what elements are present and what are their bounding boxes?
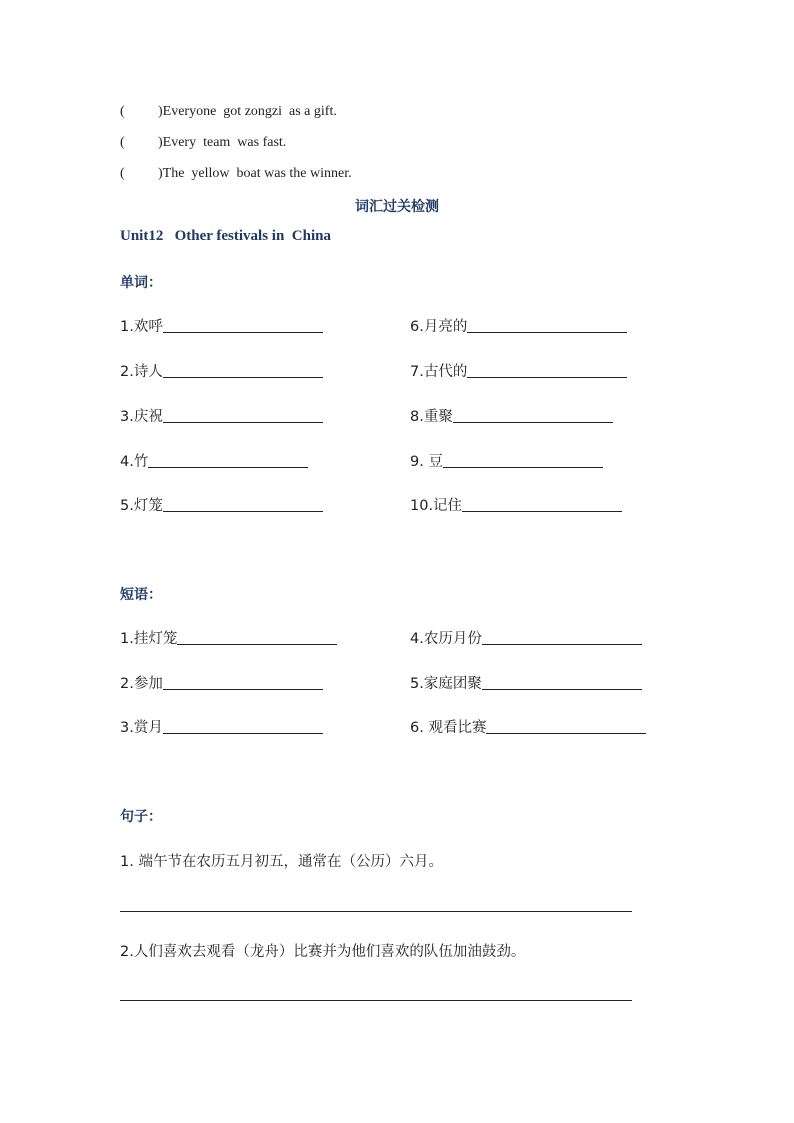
phrase-label: 1.挂灯笼 <box>120 631 178 647</box>
sentences-heading: 句子： <box>120 809 162 825</box>
word-item <box>120 314 323 336</box>
sentence-answer-line[interactable] <box>120 911 632 912</box>
word-label: 7.古代的 <box>410 364 468 380</box>
answer-blank[interactable] <box>163 675 323 690</box>
word-label: 9. 豆 <box>410 454 443 470</box>
word-item <box>120 449 308 471</box>
answer-blank[interactable] <box>462 497 622 512</box>
sentence-prompt: 1. 端午节在农历五月初五，通常在（公历）六月。 <box>120 854 443 870</box>
phrase-label: 2.参加 <box>120 676 163 692</box>
true-false-item <box>120 135 286 151</box>
true-false-statement: )Every team was fast. <box>158 135 287 150</box>
phrase-item <box>120 715 323 737</box>
answer-blank[interactable] <box>453 408 613 423</box>
true-false-statement: )The yellow boat was the winner. <box>158 166 352 181</box>
answer-blank[interactable] <box>163 719 323 734</box>
word-item <box>410 449 603 471</box>
true-false-item <box>120 104 337 120</box>
answer-blank[interactable] <box>482 630 642 645</box>
word-label: 5.灯笼 <box>120 498 163 514</box>
answer-blank[interactable] <box>177 630 337 645</box>
word-item <box>120 359 323 381</box>
unit-heading: Unit12 Other festivals in China <box>120 228 331 244</box>
word-label: 6.月亮的 <box>410 319 468 335</box>
phrase-item <box>120 626 337 648</box>
answer-blank[interactable] <box>163 408 323 423</box>
answer-blank[interactable] <box>163 318 323 333</box>
answer-blank[interactable] <box>482 675 642 690</box>
phrase-item <box>120 671 323 693</box>
word-item <box>120 404 323 426</box>
phrase-item <box>410 715 646 737</box>
page-title: 词汇过关检测 <box>355 199 439 215</box>
word-item <box>410 493 622 515</box>
answer-blank[interactable] <box>148 453 308 468</box>
word-item <box>410 359 627 381</box>
phrase-label: 6. 观看比赛 <box>410 720 487 736</box>
answer-paren[interactable]: ( <box>120 104 125 119</box>
answer-blank[interactable] <box>486 719 646 734</box>
answer-blank[interactable] <box>163 497 323 512</box>
phrases-heading: 短语： <box>120 587 162 603</box>
answer-paren[interactable]: ( <box>120 166 125 181</box>
sentence-prompt: 2.人们喜欢去观看（龙舟）比赛并为他们喜欢的队伍加油鼓劲。 <box>120 944 526 960</box>
answer-paren[interactable]: ( <box>120 135 125 150</box>
word-label: 2.诗人 <box>120 364 163 380</box>
word-label: 4.竹 <box>120 454 149 470</box>
true-false-statement: )Everyone got zongzi as a gift. <box>158 104 337 119</box>
answer-blank[interactable] <box>163 363 323 378</box>
sentence-answer-line[interactable] <box>120 1000 632 1001</box>
true-false-item <box>120 166 352 182</box>
answer-blank[interactable] <box>443 453 603 468</box>
answer-blank[interactable] <box>467 363 627 378</box>
phrase-item <box>410 671 642 693</box>
word-item <box>410 404 613 426</box>
word-label: 3.庆祝 <box>120 409 163 425</box>
phrase-label: 5.家庭团聚 <box>410 676 482 692</box>
answer-blank[interactable] <box>467 318 627 333</box>
word-label: 1.欢呼 <box>120 319 163 335</box>
word-label: 10.记住 <box>410 498 463 514</box>
phrase-item <box>410 626 642 648</box>
phrase-label: 4.农历月份 <box>410 631 482 647</box>
words-heading: 单词： <box>120 275 162 291</box>
word-label: 8.重聚 <box>410 409 453 425</box>
word-item <box>120 493 323 515</box>
word-item <box>410 314 627 336</box>
phrase-label: 3.赏月 <box>120 720 163 736</box>
